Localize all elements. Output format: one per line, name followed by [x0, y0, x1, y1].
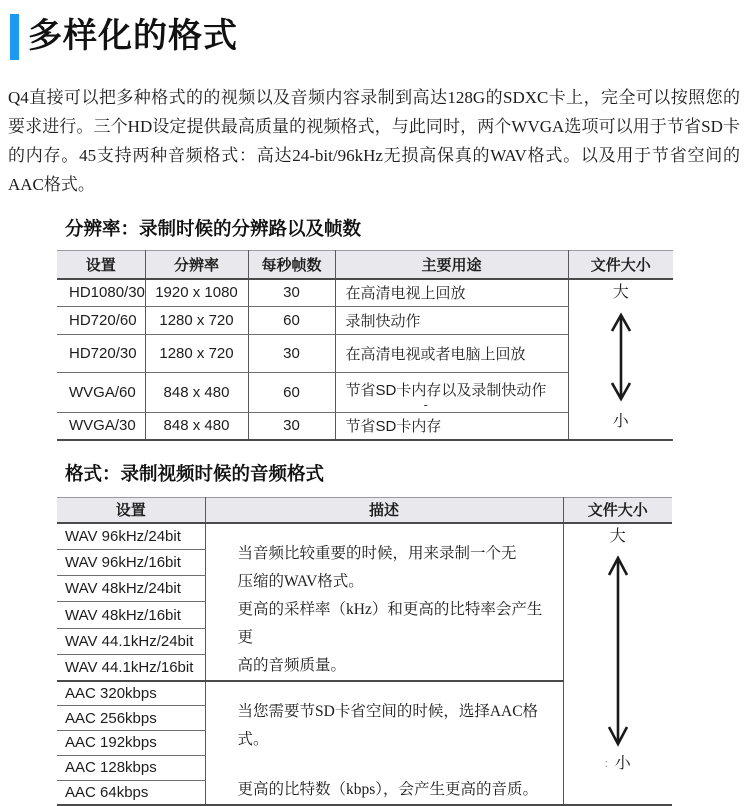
- file-size-large-label: 大: [613, 283, 629, 303]
- cell-use-text: 节省SD卡内存以及录制快动作: [346, 379, 568, 400]
- cell-use: 录制快动作: [335, 307, 568, 335]
- cell-use: 节省SD卡内存: [335, 413, 568, 440]
- file-size-arrow-icon: [608, 309, 634, 405]
- intro-paragraph: Q4直接可以把多种格式的的视频以及音频内容录制到高达128G的SDXC卡上，完全可以按照您的要求进行。三个HD设定提供最高质量的视频格式，与此同时，两个WVGA选项可以用于节省SD卡的内存。45支持两种音频格式：高达24-bit/96kHz无损高保真的WAV格式。以及用于节省空间的AAC格式。: [8, 83, 740, 199]
- header-use: 主要用途: [335, 251, 568, 279]
- desc-line: 高的音频质量。: [238, 652, 557, 680]
- audio-section-title: 格式：录制视频时候的音频格式: [65, 460, 750, 486]
- accent-bar: [10, 14, 19, 60]
- header-description: 描述: [205, 497, 563, 523]
- cell-setting: WAV 48kHz/16bit: [57, 602, 205, 628]
- cell-setting: AAC 256kbps: [57, 706, 205, 731]
- cell-fps: 30: [248, 279, 335, 307]
- file-size-small-label: 小: [613, 412, 629, 432]
- desc-line: 当音频比较重要的时候，用来录制一个无: [238, 540, 557, 568]
- document-page: [0, 14, 750, 802]
- cell-setting: WAV 44.1kHz/24bit: [57, 628, 205, 654]
- cell-use: [335, 373, 568, 413]
- table-row: [57, 279, 673, 307]
- desc-line: 压缩的WAV格式。: [238, 568, 557, 596]
- header-setting: 设置: [57, 497, 205, 523]
- cell-setting: WAV 96kHz/16bit: [57, 549, 205, 575]
- aac-description-cell: [205, 681, 563, 805]
- cell-fps: 60: [248, 373, 335, 413]
- cell-setting: AAC 64kbps: [57, 780, 205, 805]
- cell-resolution: 848 x 480: [145, 373, 248, 413]
- cell-setting: HD720/30: [57, 335, 145, 373]
- cell-use: 在高清电视上回放: [335, 279, 568, 307]
- cell-setting: AAC 320kbps: [57, 681, 205, 706]
- file-size-indicator: [563, 523, 672, 805]
- resolution-table: [57, 250, 673, 441]
- header-resolution: 分辨率: [145, 251, 248, 279]
- cell-fps: 30: [248, 335, 335, 373]
- scan-artifact-colon: :: [605, 758, 608, 770]
- cell-resolution: 1920 x 1080: [145, 279, 248, 307]
- cell-setting: WAV 48kHz/24bit: [57, 576, 205, 602]
- cell-resolution: 1280 x 720: [145, 335, 248, 373]
- desc-line: 当您需要节SD卡省空间的时候，选择AAC格式。: [238, 698, 557, 754]
- file-size-indicator: [568, 279, 673, 440]
- cell-setting: AAC 128kbps: [57, 755, 205, 780]
- table-row: [57, 523, 672, 549]
- cell-setting: AAC 192kbps: [57, 731, 205, 756]
- file-size-large-label: 大: [610, 527, 626, 547]
- cell-fps: 30: [248, 413, 335, 440]
- audio-table: [57, 497, 672, 806]
- header-setting: 设置: [57, 251, 145, 279]
- file-size-arrow-icon: [605, 552, 631, 750]
- desc-line: 更高的比特数（kbps），会产生更高的音质。: [238, 776, 557, 804]
- cell-setting: WVGA/30: [57, 413, 145, 440]
- cell-use: 在高清电视或者电脑上回放: [335, 335, 568, 373]
- page-heading: [10, 14, 750, 60]
- audio-table-header-row: [57, 497, 672, 523]
- resolution-section-title: 分辨率：录制时候的分辨路以及帧数: [65, 215, 750, 241]
- desc-line: 更高的采样率（kHz）和更高的比特率会产生更: [238, 596, 557, 652]
- resolution-table-header-row: [57, 251, 673, 279]
- file-size-small-label: 小: [615, 754, 631, 774]
- header-file-size: 文件大小: [563, 497, 672, 523]
- cell-setting: WAV 96kHz/24bit: [57, 523, 205, 549]
- cell-resolution: 848 x 480: [145, 413, 248, 440]
- header-file-size: 文件大小: [568, 251, 673, 279]
- cell-setting: WAV 44.1kHz/16bit: [57, 655, 205, 681]
- cell-setting: WVGA/60: [57, 373, 145, 413]
- page-title: 多样化的格式: [28, 14, 238, 60]
- cell-fps: 60: [248, 307, 335, 335]
- cell-resolution: 1280 x 720: [145, 307, 248, 335]
- header-fps: 每秒帧数: [248, 251, 335, 279]
- wav-description-cell: [205, 523, 563, 681]
- cell-setting: HD1080/30: [57, 279, 145, 307]
- cell-use-note: -: [424, 402, 568, 407]
- cell-setting: HD720/60: [57, 307, 145, 335]
